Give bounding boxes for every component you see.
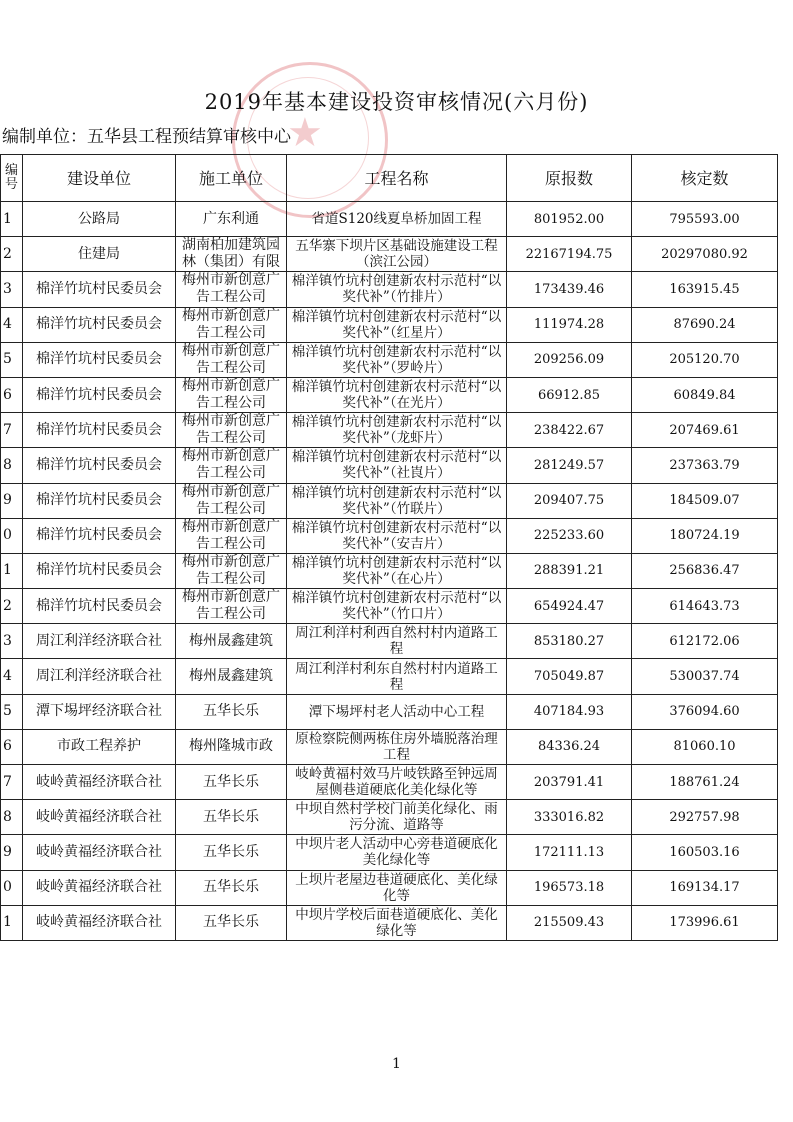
seal-star-icon: ★ bbox=[287, 110, 323, 156]
cell-approved: 614643.73 bbox=[632, 589, 778, 624]
cell-index: 4 bbox=[1, 659, 23, 694]
cell-project: 周江利洋村利西自然村村内道路工程 bbox=[287, 624, 507, 659]
cell-approved: 160503.16 bbox=[632, 835, 778, 870]
cell-contractor: 梅州市新创意广告工程公司 bbox=[176, 272, 287, 307]
cell-project: 原检察院侧两栋住房外墙脱落治理工程 bbox=[287, 729, 507, 764]
cell-approved: 795593.00 bbox=[632, 202, 778, 237]
document-title: 2019年基本建设投资审核情况(六月份) bbox=[204, 90, 589, 114]
cell-contractor: 湖南柏加建筑园林（集团）有限 bbox=[176, 237, 287, 272]
cell-contractor: 五华长乐 bbox=[176, 765, 287, 800]
header-reported: 原报数 bbox=[507, 155, 632, 202]
cell-approved: 20297080.92 bbox=[632, 237, 778, 272]
cell-owner: 棉洋竹坑村民委员会 bbox=[23, 589, 176, 624]
cell-contractor: 五华长乐 bbox=[176, 835, 287, 870]
cell-reported: 215509.43 bbox=[507, 905, 632, 940]
cell-project: 棉洋镇竹坑村创建新农村示范村“以奖代补”（龙虾片） bbox=[287, 413, 507, 448]
cell-approved: 163915.45 bbox=[632, 272, 778, 307]
cell-reported: 238422.67 bbox=[507, 413, 632, 448]
cell-contractor: 梅州市新创意广告工程公司 bbox=[176, 518, 287, 553]
cell-project: 棉洋镇竹坑村创建新农村示范村“以奖代补”（安吉片） bbox=[287, 518, 507, 553]
cell-reported: 173439.46 bbox=[507, 272, 632, 307]
cell-owner: 棉洋竹坑村民委员会 bbox=[23, 553, 176, 588]
cell-owner: 岐岭黄福经济联合社 bbox=[23, 765, 176, 800]
table-row bbox=[1, 624, 778, 659]
cell-index: 0 bbox=[1, 870, 23, 905]
header-index: 编号 bbox=[1, 155, 23, 202]
table-row bbox=[1, 905, 778, 940]
table-row bbox=[1, 659, 778, 694]
cell-approved: 207469.61 bbox=[632, 413, 778, 448]
compiling-unit-label: 编制单位：五华县工程预结算审核中心 bbox=[2, 127, 291, 147]
cell-reported: 196573.18 bbox=[507, 870, 632, 905]
cell-reported: 705049.87 bbox=[507, 659, 632, 694]
cell-approved: 87690.24 bbox=[632, 307, 778, 342]
table-row bbox=[1, 870, 778, 905]
cell-contractor: 梅州市新创意广告工程公司 bbox=[176, 553, 287, 588]
cell-index: 3 bbox=[1, 272, 23, 307]
cell-approved: 205120.70 bbox=[632, 342, 778, 377]
cell-contractor: 广东利通 bbox=[176, 202, 287, 237]
cell-project: 岐岭黄福村效马片岐铁路至钟远周屋侧巷道硬底化美化绿化等 bbox=[287, 765, 507, 800]
cell-contractor: 梅州晟鑫建筑 bbox=[176, 624, 287, 659]
cell-owner: 棉洋竹坑村民委员会 bbox=[23, 448, 176, 483]
cell-index: 7 bbox=[1, 765, 23, 800]
table-row bbox=[1, 448, 778, 483]
cell-owner: 棉洋竹坑村民委员会 bbox=[23, 307, 176, 342]
cell-contractor: 梅州市新创意广告工程公司 bbox=[176, 589, 287, 624]
cell-reported: 801952.00 bbox=[507, 202, 632, 237]
cell-contractor: 梅州市新创意广告工程公司 bbox=[176, 377, 287, 412]
table-row bbox=[1, 518, 778, 553]
cell-contractor: 五华长乐 bbox=[176, 870, 287, 905]
cell-index: 1 bbox=[1, 905, 23, 940]
cell-index: 7 bbox=[1, 413, 23, 448]
table-row bbox=[1, 342, 778, 377]
cell-owner: 棉洋竹坑村民委员会 bbox=[23, 342, 176, 377]
cell-reported: 209407.75 bbox=[507, 483, 632, 518]
audit-table bbox=[0, 154, 778, 941]
cell-approved: 292757.98 bbox=[632, 800, 778, 835]
cell-project: 中坝自然村学校门前美化绿化、雨污分流、道路等 bbox=[287, 800, 507, 835]
cell-approved: 237363.79 bbox=[632, 448, 778, 483]
table-row bbox=[1, 483, 778, 518]
cell-owner: 潭下埸坪经济联合社 bbox=[23, 694, 176, 729]
cell-approved: 188761.24 bbox=[632, 765, 778, 800]
table-row bbox=[1, 237, 778, 272]
header-project: 工程名称 bbox=[287, 155, 507, 202]
cell-project: 棉洋镇竹坑村创建新农村示范村“以奖代补”（竹联片） bbox=[287, 483, 507, 518]
cell-project: 棉洋镇竹坑村创建新农村示范村“以奖代补”（社崀片） bbox=[287, 448, 507, 483]
cell-project: 中坝片老人活动中心旁巷道硬底化美化绿化等 bbox=[287, 835, 507, 870]
cell-project: 棉洋镇竹坑村创建新农村示范村“以奖代补”（罗岭片） bbox=[287, 342, 507, 377]
cell-reported: 333016.82 bbox=[507, 800, 632, 835]
cell-owner: 岐岭黄福经济联合社 bbox=[23, 870, 176, 905]
table-row bbox=[1, 729, 778, 764]
cell-index: 2 bbox=[1, 237, 23, 272]
cell-index: 4 bbox=[1, 307, 23, 342]
cell-approved: 169134.17 bbox=[632, 870, 778, 905]
header-owner: 建设单位 bbox=[23, 155, 176, 202]
table-row bbox=[1, 377, 778, 412]
cell-approved: 530037.74 bbox=[632, 659, 778, 694]
cell-approved: 180724.19 bbox=[632, 518, 778, 553]
cell-reported: 111974.28 bbox=[507, 307, 632, 342]
cell-owner: 棉洋竹坑村民委员会 bbox=[23, 518, 176, 553]
cell-approved: 81060.10 bbox=[632, 729, 778, 764]
cell-project: 中坝片学校后面巷道硬底化、美化绿化等 bbox=[287, 905, 507, 940]
cell-project: 棉洋镇竹坑村创建新农村示范村“以奖代补”（在光片） bbox=[287, 377, 507, 412]
cell-reported: 22167194.75 bbox=[507, 237, 632, 272]
cell-project: 棉洋镇竹坑村创建新农村示范村“以奖代补”（竹排片） bbox=[287, 272, 507, 307]
cell-reported: 654924.47 bbox=[507, 589, 632, 624]
table-row bbox=[1, 553, 778, 588]
cell-contractor: 梅州市新创意广告工程公司 bbox=[176, 483, 287, 518]
cell-index: 6 bbox=[1, 729, 23, 764]
cell-approved: 612172.06 bbox=[632, 624, 778, 659]
cell-contractor: 梅州市新创意广告工程公司 bbox=[176, 342, 287, 377]
cell-owner: 棉洋竹坑村民委员会 bbox=[23, 413, 176, 448]
cell-reported: 853180.27 bbox=[507, 624, 632, 659]
cell-owner: 住建局 bbox=[23, 237, 176, 272]
cell-index: 9 bbox=[1, 835, 23, 870]
cell-index: 5 bbox=[1, 694, 23, 729]
table-row bbox=[1, 765, 778, 800]
table-row bbox=[1, 589, 778, 624]
table-row bbox=[1, 835, 778, 870]
cell-project: 周江利洋村利东自然村村内道路工程 bbox=[287, 659, 507, 694]
cell-reported: 288391.21 bbox=[507, 553, 632, 588]
cell-reported: 172111.13 bbox=[507, 835, 632, 870]
cell-index: 2 bbox=[1, 589, 23, 624]
table-row bbox=[1, 202, 778, 237]
cell-project: 棉洋镇竹坑村创建新农村示范村“以奖代补”（竹口片） bbox=[287, 589, 507, 624]
cell-contractor: 梅州市新创意广告工程公司 bbox=[176, 448, 287, 483]
cell-index: 5 bbox=[1, 342, 23, 377]
table-header-row bbox=[1, 155, 778, 202]
cell-index: 8 bbox=[1, 448, 23, 483]
cell-approved: 184509.07 bbox=[632, 483, 778, 518]
cell-owner: 岐岭黄福经济联合社 bbox=[23, 800, 176, 835]
cell-project: 上坝片老屋边巷道硬底化、美化绿化等 bbox=[287, 870, 507, 905]
cell-owner: 岐岭黄福经济联合社 bbox=[23, 835, 176, 870]
table-row bbox=[1, 413, 778, 448]
table-row bbox=[1, 694, 778, 729]
cell-contractor: 梅州隆城市政 bbox=[176, 729, 287, 764]
header-contractor: 施工单位 bbox=[176, 155, 287, 202]
cell-owner: 周江利洋经济联合社 bbox=[23, 624, 176, 659]
table-row bbox=[1, 307, 778, 342]
cell-contractor: 梅州市新创意广告工程公司 bbox=[176, 413, 287, 448]
cell-project: 潭下埸坪村老人活动中心工程 bbox=[287, 694, 507, 729]
cell-index: 0 bbox=[1, 518, 23, 553]
table-row bbox=[1, 800, 778, 835]
cell-contractor: 五华长乐 bbox=[176, 800, 287, 835]
cell-approved: 376094.60 bbox=[632, 694, 778, 729]
cell-reported: 66912.85 bbox=[507, 377, 632, 412]
cell-contractor: 五华长乐 bbox=[176, 694, 287, 729]
cell-owner: 棉洋竹坑村民委员会 bbox=[23, 483, 176, 518]
cell-project: 棉洋镇竹坑村创建新农村示范村“以奖代补”（在心片） bbox=[287, 553, 507, 588]
cell-owner: 市政工程养护 bbox=[23, 729, 176, 764]
cell-reported: 225233.60 bbox=[507, 518, 632, 553]
cell-index: 9 bbox=[1, 483, 23, 518]
cell-index: 8 bbox=[1, 800, 23, 835]
cell-project: 棉洋镇竹坑村创建新农村示范村“以奖代补”（红星片） bbox=[287, 307, 507, 342]
cell-reported: 407184.93 bbox=[507, 694, 632, 729]
cell-project: 五华寨下坝片区基础设施建设工程（滨江公园） bbox=[287, 237, 507, 272]
cell-project: 省道S120线夏阜桥加固工程 bbox=[287, 202, 507, 237]
header-approved: 核定数 bbox=[632, 155, 778, 202]
cell-index: 3 bbox=[1, 624, 23, 659]
page-number: 1 bbox=[392, 1056, 401, 1072]
cell-reported: 203791.41 bbox=[507, 765, 632, 800]
cell-owner: 周江利洋经济联合社 bbox=[23, 659, 176, 694]
cell-index: 6 bbox=[1, 377, 23, 412]
cell-owner: 棉洋竹坑村民委员会 bbox=[23, 272, 176, 307]
cell-approved: 60849.84 bbox=[632, 377, 778, 412]
table-row bbox=[1, 272, 778, 307]
cell-reported: 84336.24 bbox=[507, 729, 632, 764]
cell-reported: 209256.09 bbox=[507, 342, 632, 377]
cell-reported: 281249.57 bbox=[507, 448, 632, 483]
cell-contractor: 五华长乐 bbox=[176, 905, 287, 940]
cell-index: 1 bbox=[1, 553, 23, 588]
cell-approved: 173996.61 bbox=[632, 905, 778, 940]
cell-approved: 256836.47 bbox=[632, 553, 778, 588]
cell-owner: 岐岭黄福经济联合社 bbox=[23, 905, 176, 940]
cell-owner: 公路局 bbox=[23, 202, 176, 237]
cell-owner: 棉洋竹坑村民委员会 bbox=[23, 377, 176, 412]
cell-contractor: 梅州市新创意广告工程公司 bbox=[176, 307, 287, 342]
cell-contractor: 梅州晟鑫建筑 bbox=[176, 659, 287, 694]
cell-index: 1 bbox=[1, 202, 23, 237]
